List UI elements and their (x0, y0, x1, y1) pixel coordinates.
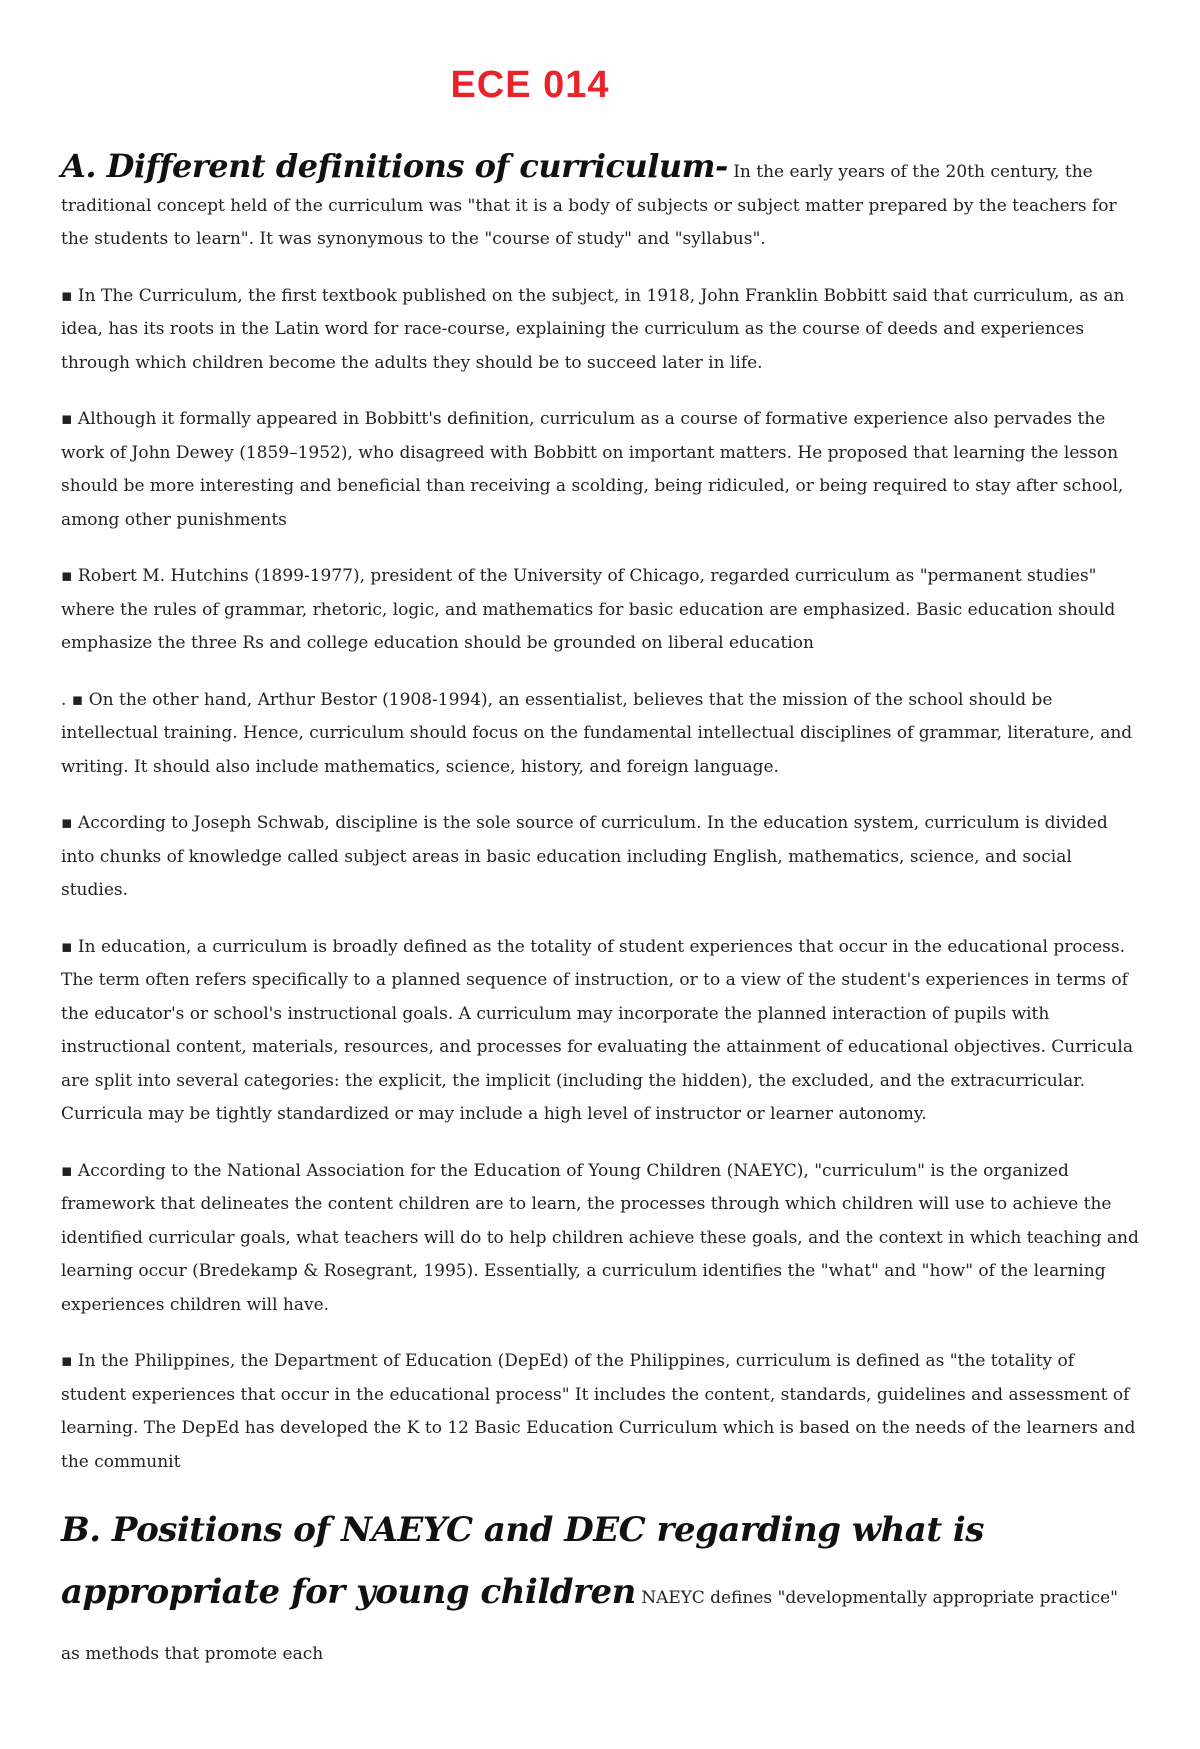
paragraph-bestor: . ▪ On the other hand, Arthur Bestor (1908-1994), an essentialist, believes that the mission of the school should be intellectual training. Hence, curriculum should focus on the fundamental intellectual disciplines of grammar, literature, and writing. It should also include mathematics, science, history, and foreign language. (61, 689, 1133, 777)
paragraph-bobbitt: ▪ In The Curriculum, the first textbook published on the subject, in 1918, John Franklin Bobbitt said that curriculum, as an idea, has its roots in the Latin word for race-course, explaining the curriculum as the course of deeds and experiences through which children become the adults they should be to succeed later in life. (61, 285, 1125, 373)
section-a-heading: A. Different definitions of curriculum- (61, 147, 728, 185)
paragraph-schwab: ▪ According to Joseph Schwab, discipline is the sole source of curriculum. In the education system, curriculum is divided into chunks of knowledge called subject areas in basic education including English, mathematics, science, and social studies. (61, 813, 1108, 900)
section-b-intro-text: NAEYC defines "developmentally appropriate practice" as methods that promote each (61, 1588, 1118, 1664)
paragraph-education-definition: ▪ In education, a curriculum is broadly defined as the totality of student experiences that occur in the educational process. The term often refers specifically to a planned sequence of instruction, or to a view of the student's experiences in terms of the educator's or school's instructional goals. A curriculum may incorporate the planned interaction of pupils with instructional content, materials, resources, and processes for evaluating the attainment of educational objectives. Curricula are split into several categories: the explicit, the implicit (including the hidden), the excluded, and the extracurricular. Curricula may be tightly standardized or may include a high level of instructor or learner autonomy. (61, 936, 1133, 1124)
section-a-intro-text: In the early years of the 20th century, the traditional concept held of the curriculum was "that it is a body of subjects or subject matter prepared by the teachers for the students to learn". It was synonymous to the "course of study" and "syllabus". (61, 162, 1117, 249)
section-b-heading: B. Positions of NAEYC and DEC regarding what is appropriate for young children (61, 1510, 984, 1612)
paragraph-dewey: ▪ Although it formally appeared in Bobbitt's definition, curriculum as a course of formative experience also pervades the work of John Dewey (1859–1952), who disagreed with Bobbitt on important matters. He proposed that learning the lesson should be more interesting and beneficial than receiving a scolding, being ridiculed, or being required to stay after school, among other punishments (61, 409, 1124, 530)
paragraph-philippines: ▪ In the Philippines, the Department of Education (DepEd) of the Philippines, curriculum is defined as "the totality of student experiences that occur in the educational process" It includes the content, standards, guidelines and assessment of learning. The DepEd has developed the K to 12 Basic Education Curriculum which is based on the needs of the learners and the communit (61, 1351, 1136, 1472)
document-body (61, 147, 1141, 1682)
paragraph-naeyc: ▪ According to the National Association for the Education of Young Children (NAEYC), "curriculum" is the organized framework that delineates the content children are to learn, the processes through which children will use to achieve the identified curricular goals, what teachers will do to help children achieve these goals, and the context in which teaching and learning occur (Bredekamp & Rosegrant, 1995). Essentially, a curriculum identifies the "what" and "how" of the learning experiences children will have. (61, 1160, 1139, 1315)
document-title: ECE 014 (450, 64, 610, 106)
section-a-intro-paragraph (61, 147, 1141, 257)
section-b-paragraph (61, 1502, 1141, 1682)
paragraph-hutchins: ▪ Robert M. Hutchins (1899-1977), president of the University of Chicago, regarded curriculum as "permanent studies" where the rules of grammar, rhetoric, logic, and mathematics for basic education are emphasized. Basic education should emphasize the three Rs and college education should be grounded on liberal education (61, 566, 1116, 653)
